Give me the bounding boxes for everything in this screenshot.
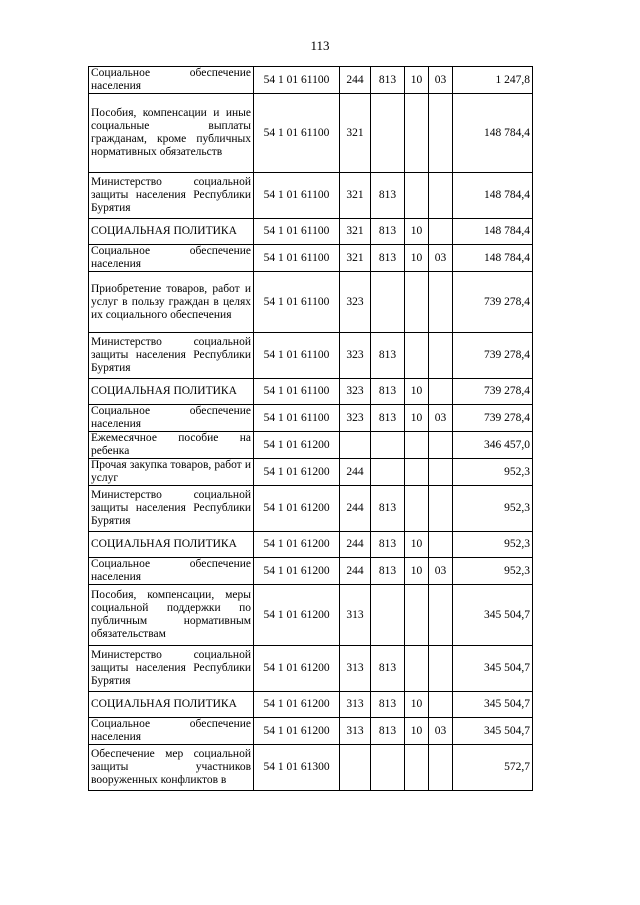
row-expense-type: 313 [340, 718, 371, 745]
row-target-article: 54 1 01 61200 [254, 486, 340, 532]
row-target-article: 54 1 01 61200 [254, 558, 340, 585]
row-subsection [429, 173, 453, 219]
budget-table [88, 66, 533, 791]
row-name: Пособия, компенсации, меры социальной поддержки по публичным нормативным обязательствам [89, 585, 254, 646]
row-subsection [429, 459, 453, 486]
row-target-article: 54 1 01 61200 [254, 459, 340, 486]
row-amount: 1 247,8 [453, 67, 533, 94]
row-expense-type: 321 [340, 94, 371, 173]
row-expense-type: 244 [340, 486, 371, 532]
row-amount: 739 278,4 [453, 405, 533, 432]
row-expense-type: 244 [340, 67, 371, 94]
row-ministry-code [371, 94, 405, 173]
row-ministry-code: 813 [371, 532, 405, 558]
row-target-article: 54 1 01 61100 [254, 94, 340, 173]
row-target-article: 54 1 01 61200 [254, 718, 340, 745]
row-ministry-code [371, 585, 405, 646]
row-ministry-code: 813 [371, 718, 405, 745]
row-target-article: 54 1 01 61100 [254, 173, 340, 219]
row-name: Ежемесячное пособие на ребенка [89, 432, 254, 459]
row-name: СОЦИАЛЬНАЯ ПОЛИТИКА [89, 692, 254, 718]
row-amount: 952,3 [453, 532, 533, 558]
row-amount: 952,3 [453, 459, 533, 486]
row-amount: 345 504,7 [453, 692, 533, 718]
row-expense-type: 323 [340, 272, 371, 333]
row-target-article: 54 1 01 61300 [254, 745, 340, 791]
row-amount: 346 457,0 [453, 432, 533, 459]
row-subsection: 03 [429, 245, 453, 272]
row-name: Социальное обеспечение населения [89, 405, 254, 432]
row-section [405, 745, 429, 791]
table-row [89, 379, 533, 405]
row-section [405, 173, 429, 219]
row-ministry-code: 813 [371, 219, 405, 245]
row-name: Пособия, компенсации и иные социальные выплаты гражданам, кроме публичных нормативных обязательств [89, 94, 254, 173]
row-ministry-code: 813 [371, 558, 405, 585]
row-name: Социальное обеспечение населения [89, 558, 254, 585]
row-subsection [429, 585, 453, 646]
row-section: 10 [405, 67, 429, 94]
row-expense-type: 323 [340, 379, 371, 405]
row-subsection [429, 646, 453, 692]
row-name: СОЦИАЛЬНАЯ ПОЛИТИКА [89, 532, 254, 558]
row-ministry-code [371, 459, 405, 486]
row-expense-type: 313 [340, 646, 371, 692]
row-expense-type: 313 [340, 585, 371, 646]
row-target-article: 54 1 01 61200 [254, 692, 340, 718]
table-row [89, 245, 533, 272]
row-ministry-code: 813 [371, 692, 405, 718]
row-name: СОЦИАЛЬНАЯ ПОЛИТИКА [89, 219, 254, 245]
table-row [89, 646, 533, 692]
row-target-article: 54 1 01 61200 [254, 532, 340, 558]
row-name: Социальное обеспечение населения [89, 245, 254, 272]
table-body [89, 67, 533, 791]
row-section: 10 [405, 692, 429, 718]
row-ministry-code: 813 [371, 67, 405, 94]
row-section: 10 [405, 405, 429, 432]
row-section [405, 94, 429, 173]
row-ministry-code [371, 745, 405, 791]
row-expense-type: 244 [340, 558, 371, 585]
table-row [89, 585, 533, 646]
row-amount: 345 504,7 [453, 646, 533, 692]
row-section [405, 486, 429, 532]
row-section [405, 432, 429, 459]
table-row [89, 558, 533, 585]
table-row [89, 692, 533, 718]
row-section [405, 646, 429, 692]
row-name: Министерство социальной защиты населения Республики Бурятия [89, 486, 254, 532]
row-amount: 148 784,4 [453, 219, 533, 245]
row-ministry-code: 813 [371, 333, 405, 379]
row-amount: 148 784,4 [453, 245, 533, 272]
row-subsection [429, 379, 453, 405]
row-expense-type [340, 745, 371, 791]
table-row [89, 459, 533, 486]
row-amount: 148 784,4 [453, 94, 533, 173]
row-ministry-code: 813 [371, 405, 405, 432]
table-row [89, 333, 533, 379]
row-amount: 739 278,4 [453, 379, 533, 405]
row-subsection [429, 532, 453, 558]
row-name: Министерство социальной защиты населения Республики Бурятия [89, 333, 254, 379]
row-name: СОЦИАЛЬНАЯ ПОЛИТИКА [89, 379, 254, 405]
row-target-article: 54 1 01 61100 [254, 405, 340, 432]
row-amount: 952,3 [453, 486, 533, 532]
row-amount: 572,7 [453, 745, 533, 791]
row-expense-type: 321 [340, 173, 371, 219]
row-subsection [429, 692, 453, 718]
row-expense-type: 323 [340, 333, 371, 379]
row-ministry-code: 813 [371, 646, 405, 692]
row-amount: 739 278,4 [453, 333, 533, 379]
table-row [89, 173, 533, 219]
row-target-article: 54 1 01 61100 [254, 272, 340, 333]
table-row [89, 718, 533, 745]
row-subsection [429, 272, 453, 333]
row-target-article: 54 1 01 61100 [254, 379, 340, 405]
row-target-article: 54 1 01 61200 [254, 432, 340, 459]
row-ministry-code [371, 272, 405, 333]
row-target-article: 54 1 01 61100 [254, 219, 340, 245]
table-row [89, 486, 533, 532]
row-subsection [429, 333, 453, 379]
row-section [405, 459, 429, 486]
row-name: Приобретение товаров, работ и услуг в пользу граждан в целях их социального обеспечения [89, 272, 254, 333]
row-expense-type: 244 [340, 532, 371, 558]
table-row [89, 219, 533, 245]
row-ministry-code [371, 432, 405, 459]
table-row [89, 67, 533, 94]
row-section [405, 272, 429, 333]
row-subsection: 03 [429, 558, 453, 585]
row-section: 10 [405, 558, 429, 585]
row-expense-type: 244 [340, 459, 371, 486]
row-ministry-code: 813 [371, 486, 405, 532]
row-expense-type: 321 [340, 219, 371, 245]
table-row [89, 94, 533, 173]
row-subsection [429, 432, 453, 459]
row-expense-type [340, 432, 371, 459]
row-name: Министерство социальной защиты населения Республики Бурятия [89, 646, 254, 692]
row-ministry-code: 813 [371, 245, 405, 272]
row-section: 10 [405, 532, 429, 558]
row-amount: 148 784,4 [453, 173, 533, 219]
row-section [405, 333, 429, 379]
table-row [89, 272, 533, 333]
table-row [89, 405, 533, 432]
row-subsection [429, 486, 453, 532]
row-ministry-code: 813 [371, 173, 405, 219]
row-ministry-code: 813 [371, 379, 405, 405]
table-row [89, 745, 533, 791]
row-expense-type: 323 [340, 405, 371, 432]
row-section: 10 [405, 245, 429, 272]
row-subsection: 03 [429, 405, 453, 432]
row-expense-type: 321 [340, 245, 371, 272]
row-amount: 345 504,7 [453, 585, 533, 646]
table-row [89, 432, 533, 459]
row-subsection: 03 [429, 67, 453, 94]
row-subsection: 03 [429, 718, 453, 745]
row-subsection [429, 94, 453, 173]
table-row [89, 532, 533, 558]
row-section [405, 585, 429, 646]
row-name: Прочая закупка товаров, работ и услуг [89, 459, 254, 486]
row-subsection [429, 745, 453, 791]
row-expense-type: 313 [340, 692, 371, 718]
row-amount: 952,3 [453, 558, 533, 585]
row-section: 10 [405, 219, 429, 245]
row-target-article: 54 1 01 61100 [254, 245, 340, 272]
row-amount: 345 504,7 [453, 718, 533, 745]
row-name: Обеспечение мер социальной защиты участников вооруженных конфликтов в [89, 745, 254, 791]
row-amount: 739 278,4 [453, 272, 533, 333]
row-section: 10 [405, 718, 429, 745]
row-name: Министерство социальной защиты населения Республики Бурятия [89, 173, 254, 219]
row-name: Социальное обеспечение населения [89, 67, 254, 94]
row-target-article: 54 1 01 61200 [254, 646, 340, 692]
row-target-article: 54 1 01 61100 [254, 67, 340, 94]
row-target-article: 54 1 01 61200 [254, 585, 340, 646]
page-number: 113 [310, 38, 330, 53]
row-target-article: 54 1 01 61100 [254, 333, 340, 379]
row-subsection [429, 219, 453, 245]
row-section: 10 [405, 379, 429, 405]
row-name: Социальное обеспечение населения [89, 718, 254, 745]
